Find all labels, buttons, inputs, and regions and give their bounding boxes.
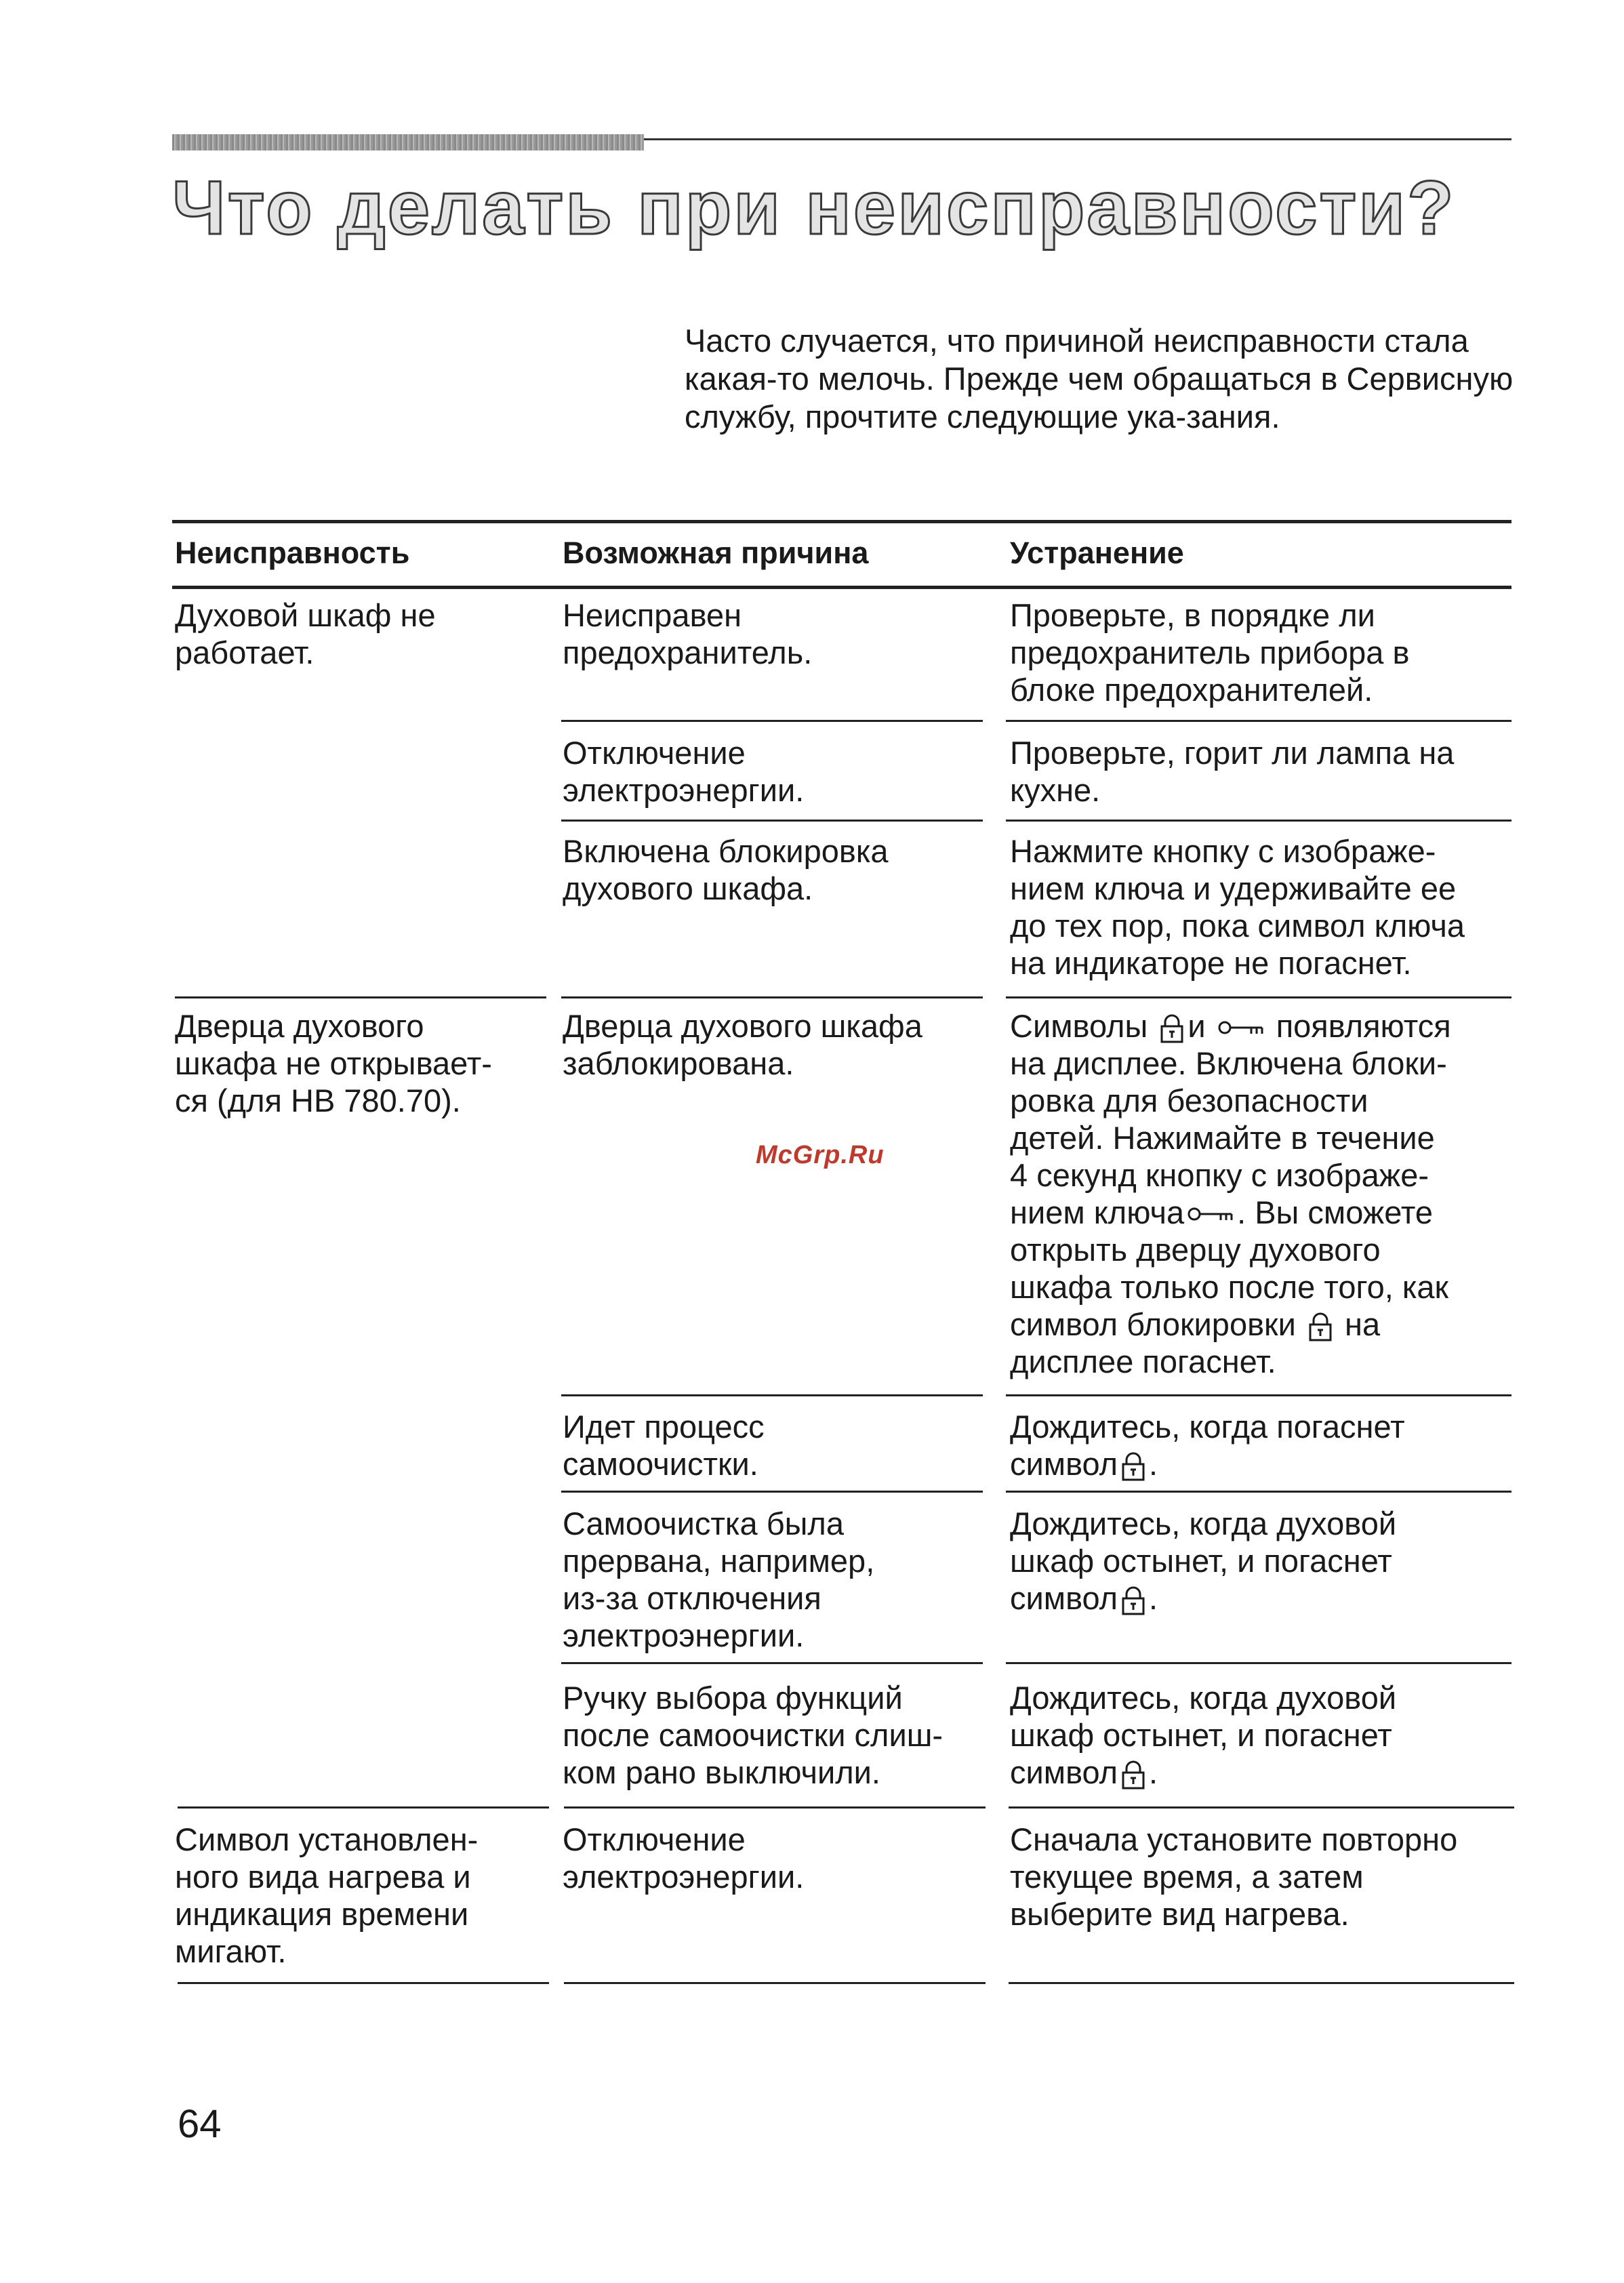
row-divider (1006, 1662, 1511, 1664)
column-header-fault: Неисправность (175, 536, 410, 570)
row-divider (561, 720, 983, 722)
key-icon (1187, 1205, 1234, 1226)
cause-cell: Дверца духового шкафа заблокирована. (563, 1008, 922, 1081)
group-divider (561, 996, 983, 998)
column-header-remedy: Устранение (1010, 536, 1184, 570)
cause-cell: Отключение электроэнергии. (563, 1821, 805, 1895)
intro-paragraph: Часто случается, что причиной неисправности стала какая-то мелочь. Прежде чем обращаться в Сервисную службу, прочтите следующие ука-зания. (685, 323, 1514, 435)
remedy-cell: Дождитесь, когда погаснет символ . (1010, 1409, 1405, 1482)
cause-cell: Отключение электроэнергии. (563, 735, 805, 808)
row-divider (1006, 720, 1511, 722)
lock-icon (1159, 1014, 1185, 1044)
cause-cell: Включена блокировка духового шкафа. (563, 833, 889, 906)
top-shaded-bar (172, 134, 644, 150)
table-top-rule (172, 520, 1511, 523)
remedy-cell: Дождитесь, когда духовой шкаф остынет, и погаснет символ . (1010, 1506, 1397, 1616)
row-divider (561, 1394, 983, 1396)
fault-cell: Символ установлен- ного вида нагрева и индикация времени мигают. (175, 1821, 479, 1969)
cause-cell: Неисправен предохранитель. (563, 597, 813, 670)
row-divider (561, 820, 983, 822)
cause-cell: Идет процесс самоочистки. (563, 1409, 765, 1482)
remedy-cell: Нажмите кнопку с изображе- нием ключа и удерживайте ее до тех пор, пока символ ключа на индикаторе не погаснет. (1010, 833, 1465, 981)
lock-icon (1120, 1586, 1146, 1616)
page-number: 64 (178, 2102, 222, 2146)
remedy-cell: Проверьте, горит ли лампа на кухне. (1010, 735, 1455, 808)
table-bottom-rule (564, 1982, 986, 1984)
column-header-cause: Возможная причина (563, 536, 869, 570)
remedy-cell: Сначала установите повторно текущее время, а затем выберите вид нагрева. (1010, 1821, 1458, 1932)
fault-cell: Духовой шкаф не работает. (175, 597, 436, 670)
watermark: McGrp.Ru (756, 1141, 885, 1169)
row-divider (1006, 820, 1511, 822)
row-divider (561, 1662, 983, 1664)
row-divider (561, 1491, 983, 1493)
lock-icon (1120, 1452, 1146, 1482)
table-bottom-rule (178, 1982, 549, 1984)
group-divider (1006, 996, 1511, 998)
cause-cell: Ручку выбора функций после самоочистки слиш- ком рано выключили. (563, 1680, 943, 1790)
table-bottom-rule (1009, 1982, 1514, 1984)
key-icon (1217, 1019, 1265, 1039)
group-divider (564, 1806, 986, 1809)
lock-icon (1120, 1760, 1146, 1790)
group-divider (1009, 1806, 1514, 1809)
remedy-cell: Проверьте, в порядке ли предохранитель прибора в блоке предохранителей. (1010, 597, 1410, 708)
page-title: Что делать при неисправности? (172, 165, 1456, 250)
fault-cell: Дверца духового шкафа не открывает- ся (для HB 780.70). (175, 1008, 492, 1118)
group-divider (175, 996, 546, 998)
row-divider (1006, 1394, 1511, 1396)
group-divider (178, 1806, 549, 1809)
lock-icon (1307, 1312, 1333, 1342)
remedy-cell: Дождитесь, когда духовой шкаф остынет, и погаснет символ . (1010, 1680, 1397, 1790)
table-header-rule (172, 586, 1511, 589)
remedy-cell: Символы и появляются на дисплее. Включена блоки- ровка для безопасности детей. Нажимайте в течение 4 секунд кнопку с изображе- нием ключа . Вы сможете открыть дверцу духового шкафа только после того, как символ блокировки на дисплее погаснет. (1010, 1008, 1451, 1379)
row-divider (1006, 1491, 1511, 1493)
cause-cell: Самоочистка была прервана, например, из-за отключения электроэнергии. (563, 1506, 875, 1653)
